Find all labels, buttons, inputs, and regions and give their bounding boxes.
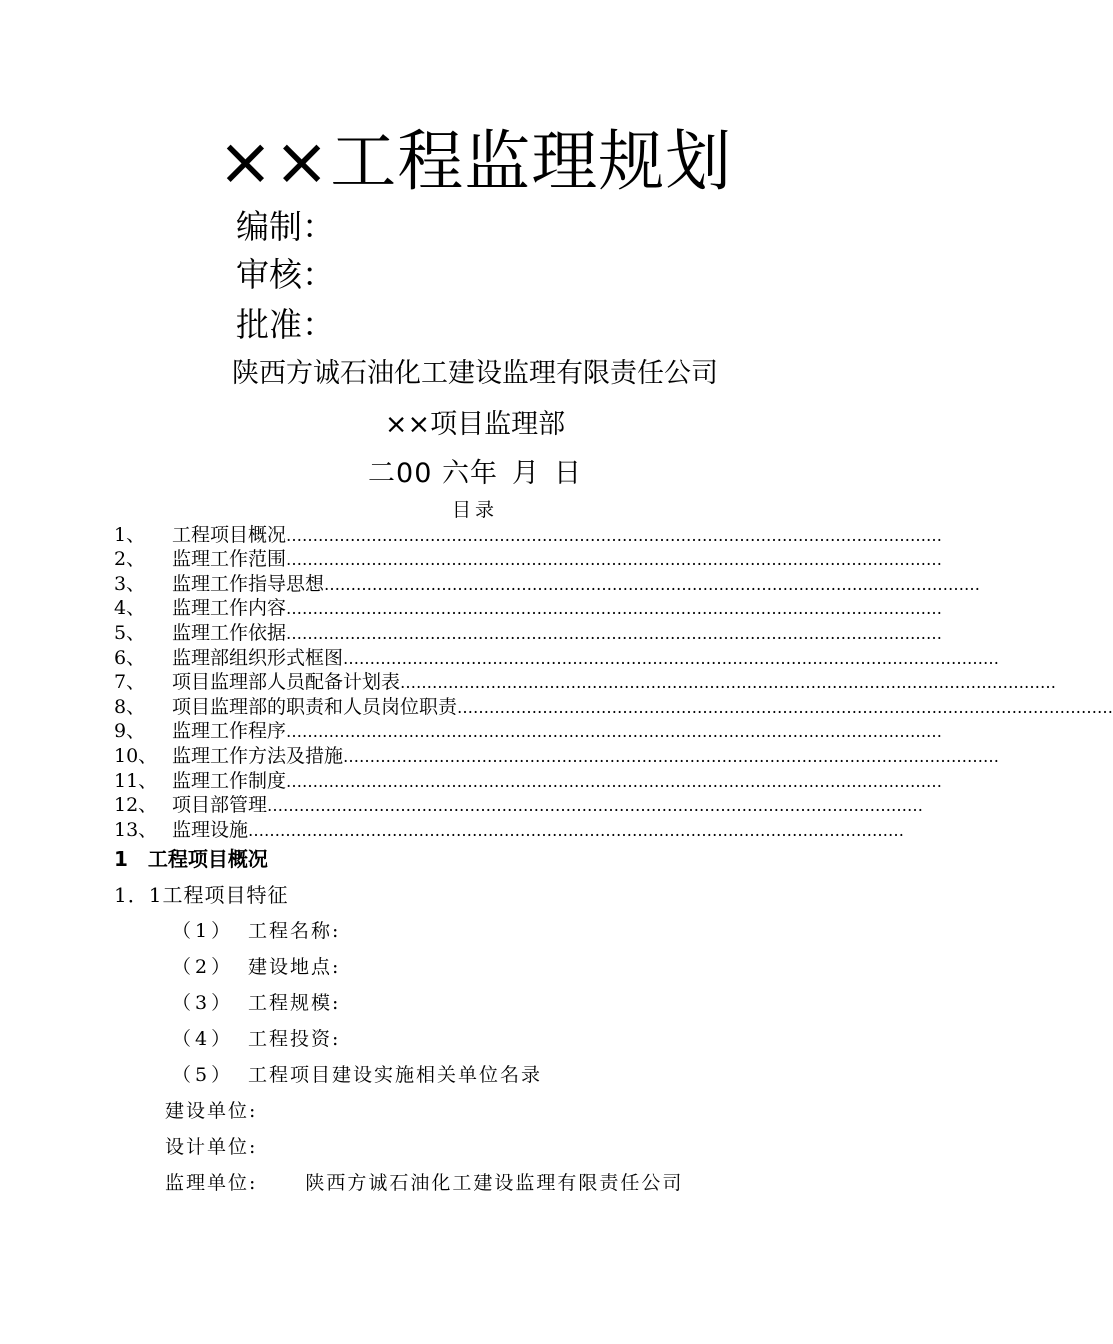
toc-leader-dots: …………………………………………………………………………………………………………… — [286, 623, 943, 643]
toc-entry-number: 2、 — [114, 548, 146, 571]
toc-leader-dots: …………………………………………………………………………………………………………… — [267, 796, 924, 816]
toc-entry-number: 12、 — [114, 794, 158, 817]
department-name: ××项目监理部 — [384, 409, 566, 440]
toc-entry-number: 11、 — [114, 769, 158, 792]
toc-entry[interactable] — [114, 571, 981, 596]
toc-entry[interactable] — [114, 719, 943, 744]
project-feature-item — [172, 1060, 542, 1090]
toc-leader-dots: …………………………………………………………………………………………………………… — [286, 771, 943, 791]
toc-leader-dots: …………………………………………………………………………………………………………… — [343, 648, 1000, 668]
table-of-contents — [114, 522, 1113, 842]
toc-entry[interactable] — [114, 670, 1057, 695]
item-number: （4） — [172, 1028, 235, 1050]
toc-leader-dots: …………………………………………………………………………………………………………… — [286, 722, 943, 742]
item-label: 建设地点: — [248, 956, 341, 978]
toc-leader-dots: …………………………………………………………………………………………………………… — [457, 697, 1113, 717]
toc-entry-title: 监理设施 — [172, 818, 249, 841]
toc-entry-title: 工程项目概况 — [172, 523, 287, 546]
date-month: 月 — [511, 458, 540, 489]
toc-entry[interactable] — [114, 620, 943, 645]
toc-entry[interactable] — [114, 522, 943, 547]
unit-row-design — [165, 1132, 257, 1162]
item-number: （3） — [172, 992, 235, 1014]
toc-leader-dots: …………………………………………………………………………………………………………… — [400, 673, 1057, 693]
toc-entry-number: 10、 — [114, 744, 158, 767]
toc-leader-dots: …………………………………………………………………………………………………………… — [248, 820, 905, 840]
project-feature-item — [172, 916, 340, 946]
toc-entry[interactable] — [114, 694, 1113, 719]
toc-entry-number: 5、 — [114, 621, 146, 644]
project-feature-item — [172, 988, 340, 1018]
unit-value: 陕西方诚石油化工建设监理有限责任公司 — [305, 1172, 684, 1194]
toc-entry-number: 1、 — [114, 523, 146, 546]
toc-leader-dots: …………………………………………………………………………………………………………… — [324, 574, 981, 594]
item-label: 工程规模: — [248, 992, 341, 1014]
unit-label: 设计单位: — [165, 1136, 258, 1158]
toc-entry-title: 监理工作方法及措施 — [172, 744, 344, 767]
section-heading: 1 工程项目概况 — [114, 847, 268, 871]
unit-label: 监理单位: — [165, 1172, 258, 1194]
document-title: ××工程监理规划 — [217, 123, 733, 200]
document-date — [0, 454, 950, 494]
toc-entry[interactable] — [114, 645, 1000, 670]
toc-leader-dots: …………………………………………………………………………………………………………… — [286, 550, 943, 570]
project-feature-item — [172, 1024, 340, 1054]
signoff-reviewed: 审核： — [236, 255, 335, 294]
item-label: 工程名称: — [248, 920, 341, 942]
item-label: 工程项目建设实施相关单位名录 — [248, 1064, 543, 1086]
unit-row-supervision — [165, 1168, 683, 1198]
toc-entry-title: 监理工作内容 — [172, 597, 287, 620]
toc-entry-number: 4、 — [114, 597, 146, 620]
signoff-approved: 批准： — [236, 305, 335, 344]
toc-entry-title: 监理工作范围 — [172, 548, 287, 571]
unit-label: 建设单位: — [165, 1100, 258, 1122]
date-day: 日 — [553, 458, 582, 489]
toc-entry-title: 项目监理部人员配备计划表 — [172, 671, 401, 694]
subsection-heading: 1．1工程项目特征 — [114, 883, 289, 907]
toc-entry-number: 13、 — [114, 818, 158, 841]
company-name: 陕西方诚石油化工建设监理有限责任公司 — [232, 358, 718, 389]
toc-entry-title: 项目监理部的职责和人员岗位职责 — [172, 695, 458, 718]
toc-leader-dots: …………………………………………………………………………………………………………… — [343, 746, 1000, 766]
toc-title: 目录 — [451, 499, 498, 521]
toc-entry-title: 监理工作指导思想 — [172, 572, 325, 595]
toc-entry[interactable] — [114, 768, 943, 793]
toc-entry-number: 9、 — [114, 720, 146, 743]
toc-entry-number: 7、 — [114, 671, 146, 694]
item-number: （2） — [172, 956, 235, 978]
toc-entry-title: 监理部组织形式框图 — [172, 646, 344, 669]
unit-row-construction — [165, 1096, 257, 1126]
toc-entry-number: 8、 — [114, 695, 146, 718]
date-year: 二00 六年 — [368, 458, 498, 489]
item-label: 工程投资: — [248, 1028, 341, 1050]
item-number: （5） — [172, 1064, 235, 1086]
toc-entry[interactable] — [114, 817, 905, 842]
project-feature-item — [172, 952, 340, 982]
toc-entry-number: 3、 — [114, 572, 146, 595]
toc-entry-title: 监理工作依据 — [172, 621, 287, 644]
toc-leader-dots: …………………………………………………………………………………………………………… — [286, 599, 943, 619]
toc-entry[interactable] — [114, 743, 1000, 768]
toc-entry[interactable] — [114, 547, 943, 572]
toc-entry[interactable] — [114, 596, 943, 621]
signoff-compiled: 编制： — [236, 207, 335, 246]
toc-entry-title: 项目部管理 — [172, 794, 268, 817]
item-number: （1） — [172, 920, 235, 942]
toc-entry-title: 监理工作制度 — [172, 769, 287, 792]
toc-leader-dots: …………………………………………………………………………………………………………… — [286, 525, 943, 545]
toc-entry-number: 6、 — [114, 646, 146, 669]
toc-entry[interactable] — [114, 793, 924, 818]
toc-entry-title: 监理工作程序 — [172, 720, 287, 743]
